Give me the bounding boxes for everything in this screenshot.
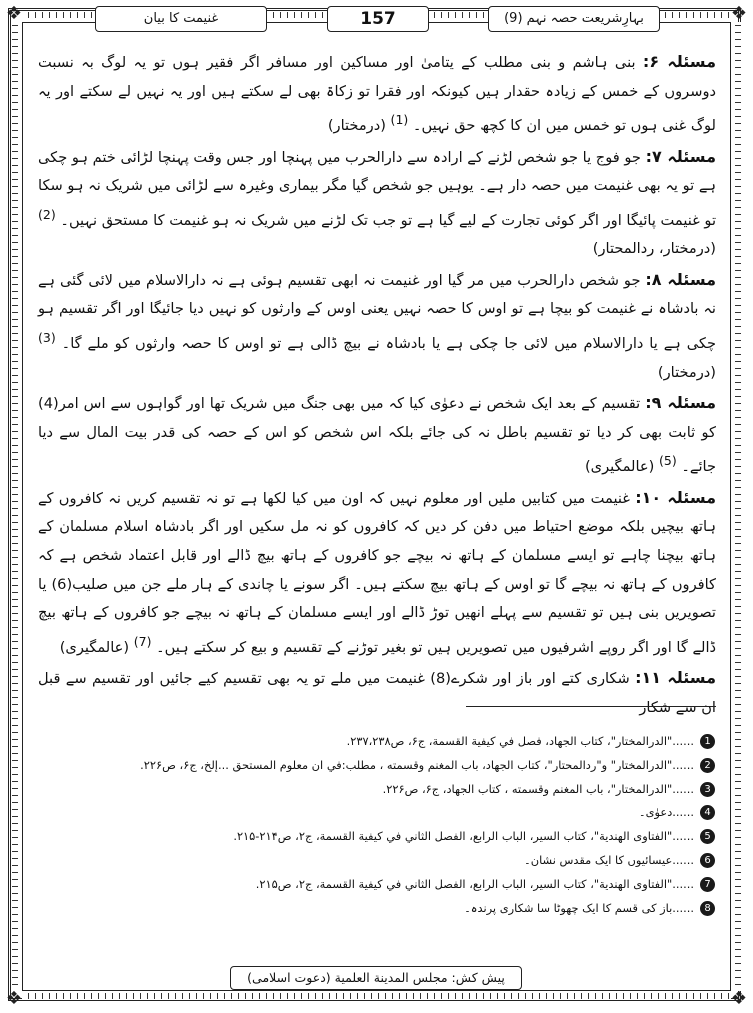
footnote-number: 6	[700, 853, 715, 868]
footnote-text: ......عیسائیوں کا ایک مقدس نشان۔	[524, 852, 694, 867]
footnote-number: 4	[700, 805, 715, 820]
chapter-title: غنیمت کا بیان	[95, 6, 267, 32]
footnote-ref[interactable]: (2)	[38, 206, 56, 222]
masala-paragraph	[38, 664, 716, 722]
footnote-item	[40, 758, 715, 773]
masala-text: بنی ہاشم و بنی مطلب کے یتامیٰ اور مساکین اور مسافر اگر فقیر ہوں تو یہ لوگ بہ نسبت دوسروں کے خمس کے زیادہ حقدار ہیں کیونکہ اور فقرا تو زکاۃ بھی لے سکتے ہیں اور یہ نہیں لے سکتے اور یہ لوگ غنی ہوں تو خمس میں ان کا کچھ حق نہیں۔	[38, 54, 716, 135]
footnote-text: ......"الدرالمختار"، باب المغنم وقسمته ، کتاب الجهاد، ج۶، ص۲۲۶.	[382, 781, 694, 796]
publisher-footer: پیش کش: مجلس المدينة العلمية (دعوت اسلامی)	[230, 966, 522, 990]
bottom-border-band	[22, 993, 731, 999]
footnote-number: 7	[700, 877, 715, 892]
footnote-text: ......"الدرالمختار" و"ردالمحتار"، کتاب الجهاد، باب المغنم وقسمته ، مطلب:في ان معلوم المستحق ...إلخ، ج۶، ص۲۲۶.	[140, 757, 694, 772]
book-title: بہارِشریعت حصہ نہم (9)	[488, 6, 660, 32]
left-border-band	[12, 22, 18, 991]
footnote-item	[40, 829, 715, 844]
masala-text: جو فوج یا جو شخص لڑنے کے ارادہ سے دارالحرب میں پہنچا اور جس وقت پہنچا لڑائی ختم ہو چکی ہے تو یہ بھی غنیمت میں حصہ دار ہے۔ یوہیں جو شخص گیا مگر بیماری وغیرہ سے لڑائی میں شریک نہ ہو سکا تو غنیمت پائیگا اور اگر کوئی تجارت کے لیے گیا ہے تو جب تک لڑنے میں شریک نہ ہو غنیمت کا مستحق نہیں۔	[38, 148, 717, 229]
masala-label: مسئلہ ۷:	[645, 146, 716, 166]
footnote-item	[40, 853, 715, 868]
masala-label: مسئلہ ۶:	[642, 52, 716, 71]
corner-ornament-icon: ❖	[730, 988, 748, 1009]
masala-paragraph	[38, 266, 716, 387]
page-number: 157	[327, 6, 429, 32]
masala-text: شکاری کتے اور باز اور شکرے(8) غنیمت میں ملے تو یہ بھی تقسیم کیے جائیں اور تقسیم سے قبل ان سے شکار	[38, 670, 716, 716]
footnote-item	[40, 805, 715, 820]
footnote-number: 1	[700, 734, 715, 749]
footnote-number: 8	[700, 901, 715, 916]
footnote-item	[40, 877, 715, 892]
footnote-item	[40, 901, 715, 916]
masala-paragraph	[38, 48, 716, 141]
corner-ornament-icon: ❖	[730, 3, 748, 24]
masala-label: مسئلہ ۱۰:	[635, 487, 717, 507]
footnote-text: ......"الفتاوى الهندية"، كتاب السير، الباب الرابع، الفصل الثاني في كيفية القسمة، ج۲، ص۲۱۵.	[255, 876, 694, 891]
masala-source: (عالمگیری)	[584, 458, 655, 476]
footnote-ref[interactable]: (1)	[390, 112, 409, 128]
masala-source: (درمختار)	[657, 363, 716, 381]
footnote-item	[40, 734, 715, 749]
masala-paragraph	[38, 389, 716, 482]
masala-text: تقسیم کے بعد ایک شخص نے دعوٰی کیا کہ میں بھی جنگ میں شریک تھا اور گواہوں سے اس امر(4) کو ثابت بھی کر دیا تو تقسیم باطل نہ کی جائے بلکہ اس شخص کو اس کے حصہ کی قدر بیت المال سے دیا جائے۔	[38, 395, 716, 476]
masala-text: غنیمت میں کتابیں ملیں اور معلوم نہیں کہ اون میں کیا لکھا ہے تو نہ تقسیم کریں نہ کافروں کے ہاتھ بیچیں بلکہ موضع احتیاط میں دفن کر دیں کہ کافروں کو نہ مل سکیں اور اگر بادشاہ اسلام مسلمان کے ہاتھ بیچنا چاہے تو ایسے مسلمان کے ہاتھ نہ بیچے جو کافروں کے ہاتھ بیچ ڈالے اور قابل اعتماد شخص ہے کہ کافروں کے ہاتھ نہ بیچے گا تو اوس کے ہاتھ بیچ سکتے ہیں۔ اگر سونے یا چاندی کے ہار ملے جن میں صلیب(6) یا تصویریں بنی ہیں تو تقسیم سے پہلے انھیں توڑ ڈالے اور ایسے مسلمان کے ہاتھ نہ بیچے جو کافروں کے ہاتھ بیچ ڈالے گا اور اگر روپے اشرفیوں میں تصویریں ہیں تو بغیر توڑنے کے تقسیم و بیع کر سکتے ہیں۔	[38, 489, 717, 656]
masala-paragraph	[38, 143, 716, 264]
footnote-ref[interactable]: (7)	[133, 633, 152, 649]
page-header	[95, 6, 660, 32]
footnote-text: ......"الفتاوى الهندية"، كتاب السير، الباب الرابع، الفصل الثاني في كيفية القسمة، ج۲، ص۲۱۴-۲۱۵.	[233, 829, 694, 844]
masala-source: (درمختار، ردالمحتار)	[592, 240, 716, 258]
footnote-text: ......"الدرالمختار"، کتاب الجهاد، فصل في كيفية القسمة، ج۶، ص۲۳۷،۲۳۸.	[346, 734, 694, 748]
footnotes	[40, 734, 715, 924]
footnote-text: ......دعوٰی۔	[638, 805, 694, 820]
footnote-ref[interactable]: (5)	[658, 453, 677, 469]
footnote-number: 2	[700, 758, 715, 773]
right-border-band	[735, 22, 741, 991]
corner-ornament-icon: ❖	[5, 3, 23, 24]
footnote-number: 5	[700, 829, 715, 844]
footnote-item	[40, 782, 715, 797]
main-text	[38, 48, 716, 724]
footnote-ref[interactable]: (3)	[38, 330, 56, 346]
masala-text: جو شخص دارالحرب میں مر گیا اور غنیمت نہ ابھی تقسیم ہوئی ہے نہ دارالاسلام میں لائی گئی ہے نہ بادشاہ نے غنیمت کو بیچا ہے تو اوس کا حصہ نہیں یعنی اوس کے وارثوں کو نہیں دیا جائیگا اور اگر تقسیم ہو چکی ہے یا دارالاسلام میں لائی جا چکی ہے یا بادشاہ نے بیچ ڈالی ہے تو اوس کا حصہ وارثوں کو ملے گا۔	[38, 271, 716, 352]
footnote-number: 3	[700, 782, 715, 797]
masala-label: مسئلہ ۹:	[645, 393, 717, 413]
footnote-divider	[466, 706, 716, 707]
masala-paragraph	[38, 484, 716, 662]
masala-source: (درمختار)	[327, 117, 386, 135]
masala-label: مسئلہ ۸:	[645, 269, 717, 289]
footnote-text: ......باز کی قسم کا ایک چھوٹا سا شکاری پرندہ۔	[464, 900, 694, 915]
masala-label: مسئلہ ۱۱:	[635, 668, 716, 688]
masala-source: (عالمگیری)	[59, 638, 130, 656]
corner-ornament-icon: ❖	[5, 988, 23, 1009]
